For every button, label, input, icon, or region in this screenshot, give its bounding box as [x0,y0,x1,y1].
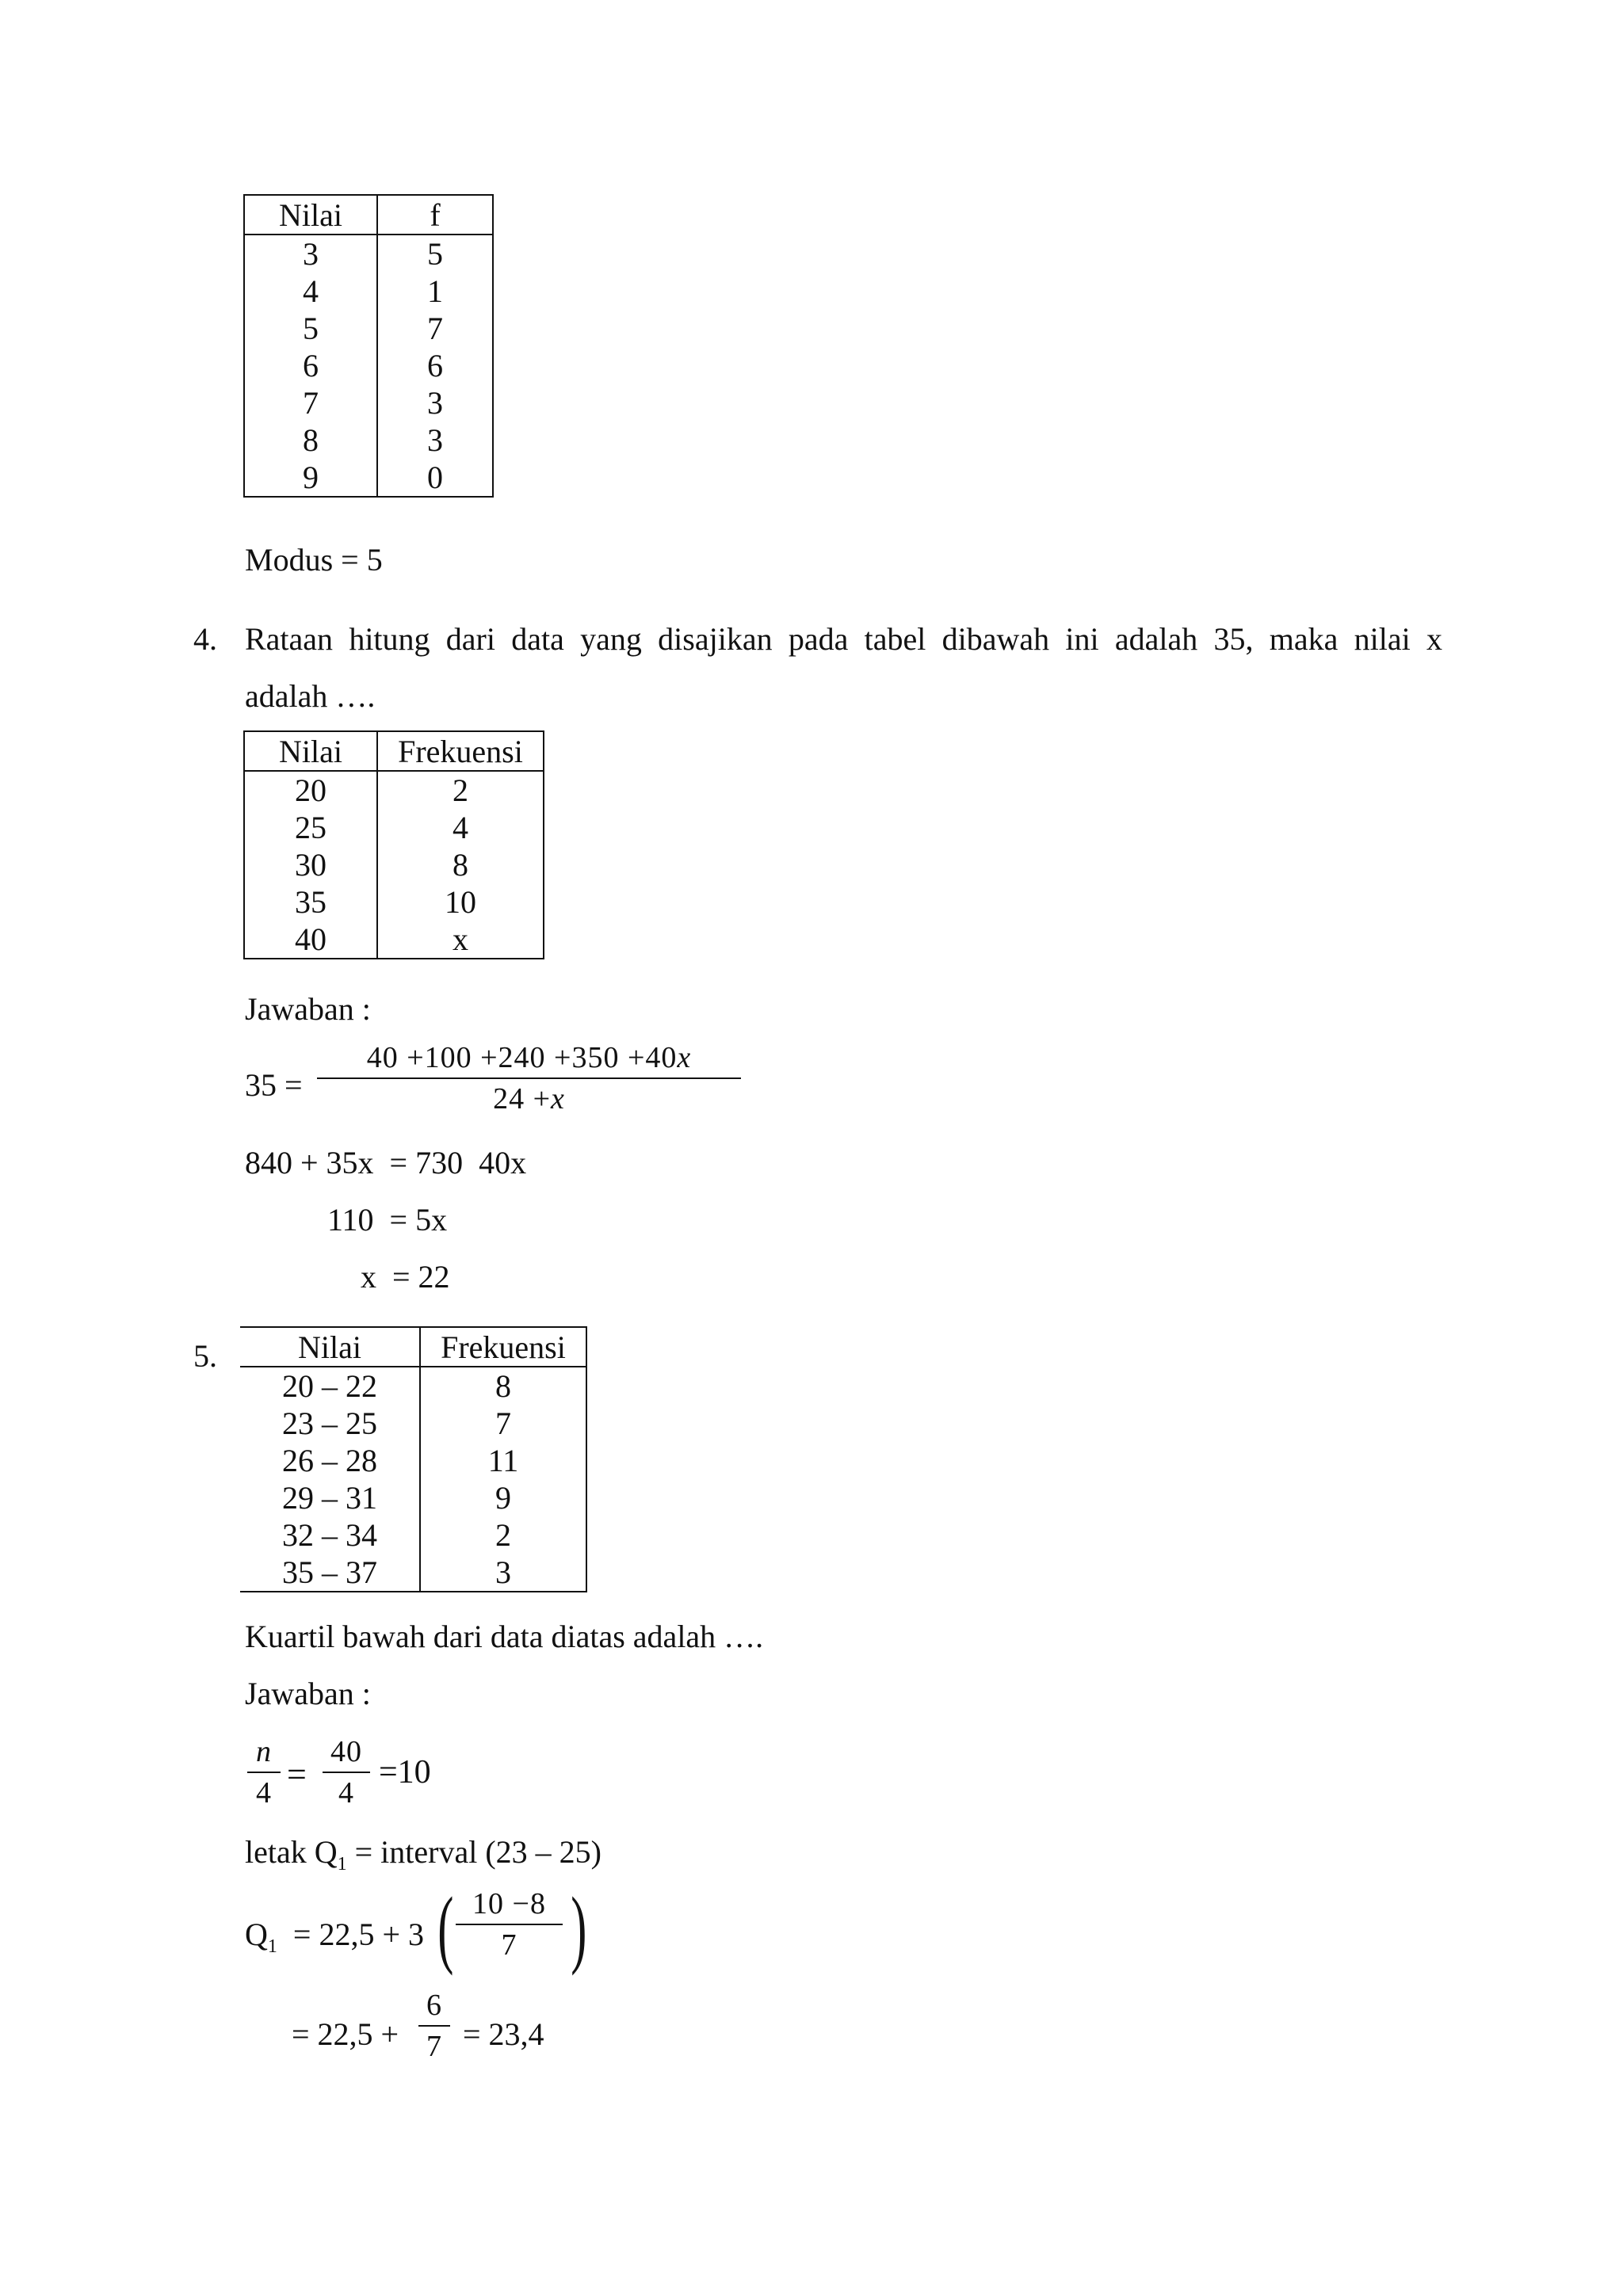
step-1: 840 + 35x = 730 40x [245,1145,527,1180]
table-row [240,1516,586,1554]
letak-prefix: letak Q [245,1834,338,1870]
cell-f: 6 [377,347,493,384]
table-row [244,771,544,809]
cell-frekuensi: 2 [377,771,544,809]
table-row [240,1405,586,1442]
cell-nilai: 5 [244,310,377,347]
header-frekuensi: Frekuensi [420,1327,586,1367]
cell-nilai: 40 [244,921,377,959]
final-fraction-numerator: 6 [426,1989,442,2022]
table-nilai-f [243,194,494,498]
cell-f: 0 [377,459,493,497]
cell-interval: 35 – 37 [282,1554,377,1590]
table-row [244,347,493,384]
fraction-bar [247,1772,281,1773]
q1-formula-line [245,1919,424,1956]
cell-frekuensi: 8 [377,846,544,883]
cell-nilai: 20 [244,771,377,809]
right-paren: ) [571,1879,587,1976]
fraction-40-over-4 [323,1733,370,1811]
table-row [244,384,493,421]
cell-frekuensi: 10 [377,883,544,921]
table-row [244,273,493,310]
numerator-n: n [256,1735,272,1768]
table-row [240,1554,586,1592]
cell-f: 5 [377,235,493,273]
numerator-variable: x [677,1041,692,1074]
left-paren: ( [437,1879,454,1976]
cell-nilai: 35 [244,883,377,921]
header-nilai: Nilai [244,731,377,771]
table-header-row [240,1327,586,1367]
cell-nilai: 4 [244,273,377,310]
table-interval-frekuensi [240,1326,587,1592]
equals-sign: = [287,1755,307,1794]
header-f: f [377,195,493,235]
cell-nilai: 25 [244,809,377,846]
mean-fraction-numerator [317,1039,741,1076]
table-header-row [244,731,544,771]
fraction-bar [323,1772,370,1773]
cell-frekuensi: 9 [420,1479,586,1516]
cell-frekuensi: x [377,921,544,959]
answer-label-4: Jawaban : [245,991,371,1027]
equation-lhs: 35 = [245,1067,303,1103]
fraction-n-over-4 [247,1733,281,1811]
denominator-4: 4 [256,1776,272,1810]
table-row [240,1367,586,1405]
table-row [244,809,544,846]
header-nilai: Nilai [240,1327,420,1367]
final-fraction-denominator: 7 [426,2030,442,2063]
table-nilai-frekuensi [243,730,544,959]
table-row [240,1442,586,1479]
cell-nilai: 7 [244,384,377,421]
table-row [240,1479,586,1516]
denominator-terms: 24 + [493,1082,552,1116]
table-row [244,921,544,959]
cell-f: 7 [377,310,493,347]
cell-f: 1 [377,273,493,310]
cell-interval: 29 – 31 [282,1480,377,1516]
numerator-terms: 40 +100 +240 +350 +40 [366,1041,678,1074]
final-line-prefix: = 22,5 + [292,2016,399,2052]
letak-subscript: 1 [337,1854,347,1875]
header-frekuensi: Frekuensi [377,731,544,771]
cell-interval: 26 – 28 [282,1443,377,1478]
cell-f: 3 [377,421,493,459]
cell-nilai: 6 [244,347,377,384]
fraction-bar [456,1924,563,1925]
question-number-4: 4. [193,621,217,657]
question-4-text: Rataan hitung dari data yang disajikan pada tabel dibawah ini adalah 35, maka nilai x [245,621,1442,657]
cell-nilai: 30 [244,846,377,883]
denominator-variable: x [551,1082,565,1116]
cell-frekuensi: 7 [420,1405,586,1442]
letak-q1-line [245,1836,601,1874]
cell-frekuensi: 11 [420,1442,586,1479]
table-row [244,421,493,459]
fraction-bar [317,1077,741,1079]
cell-frekuensi: 8 [420,1367,586,1405]
fraction-bar [418,2025,450,2027]
question-5-text: Kuartil bawah dari data diatas adalah …. [245,1619,764,1654]
table-row [244,459,493,497]
header-nilai: Nilai [244,195,377,235]
modus-line: Modus = 5 [245,542,383,578]
q1-prefix: Q [245,1917,268,1952]
fraction-result: =10 [379,1754,431,1791]
q1-fraction [456,1886,563,1963]
answer-label-5: Jawaban : [245,1676,371,1711]
denominator-4: 4 [338,1776,354,1810]
cell-frekuensi: 2 [420,1516,586,1554]
q1-fraction-numerator: 10 −8 [472,1887,546,1920]
q1-expression: = 22,5 + 3 [292,1917,425,1952]
cell-interval: 23 – 25 [282,1405,377,1441]
mean-fraction-denominator [317,1081,741,1117]
cell-nilai: 3 [244,235,377,273]
cell-frekuensi: 3 [420,1554,586,1592]
mean-fraction [317,1039,741,1117]
cell-nilai: 9 [244,459,377,497]
q1-subscript: 1 [267,1936,277,1957]
cell-interval: 20 – 22 [282,1368,377,1404]
table-row [244,310,493,347]
letak-suffix: = interval (23 – 25) [346,1834,601,1870]
numerator-40: 40 [330,1735,362,1768]
question-number-5: 5. [193,1338,217,1374]
cell-interval: 32 – 34 [282,1517,377,1553]
cell-frekuensi: 4 [377,809,544,846]
table-header-row [244,195,493,235]
question-4-text-cont: adalah …. [245,678,376,714]
final-result: = 23,4 [463,2016,544,2052]
table-row [244,846,544,883]
step-3: x = 22 [361,1259,450,1295]
q1-fraction-denominator: 7 [501,1928,517,1962]
step-2: 110 = 5x [327,1202,448,1238]
table-row [244,235,493,273]
final-fraction [418,1987,450,2065]
cell-nilai: 8 [244,421,377,459]
cell-f: 3 [377,384,493,421]
table-row [244,883,544,921]
